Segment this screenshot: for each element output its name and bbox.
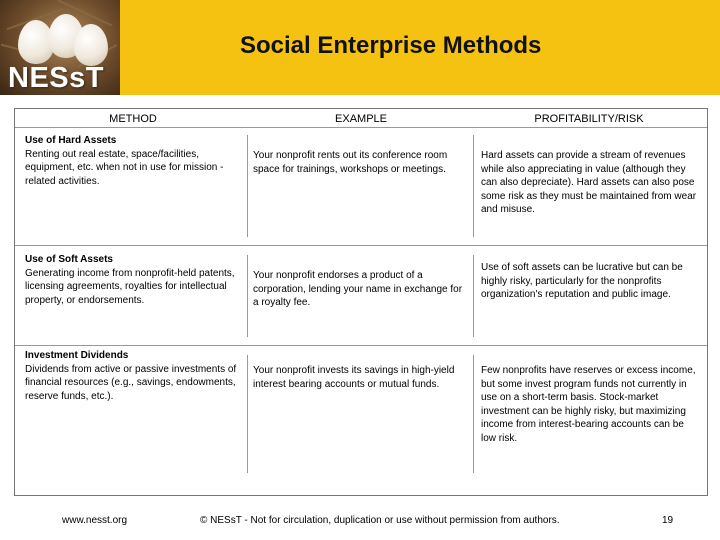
column-divider xyxy=(473,355,474,473)
example-cell: Your nonprofit endorses a product of a corporation, lending your name in exchange for a royalty fee. xyxy=(253,270,463,308)
method-title: Use of Hard Assets xyxy=(25,135,117,146)
method-description: Dividends from active or passive investments of financial resources (e.g., savings, endowments, reserve funds, etc.). xyxy=(25,363,237,402)
row-divider xyxy=(15,127,707,128)
column-divider xyxy=(473,255,474,337)
risk-cell: Use of soft assets can be lucrative but can be highly risky, particularly for the nonprofits organization's reputation and public image. xyxy=(481,262,683,300)
page-number: 19 xyxy=(662,515,674,526)
column-header-profitability-risk: PROFITABILITY/RISK xyxy=(534,113,644,125)
method-title: Investment Dividends xyxy=(25,350,129,361)
method-title: Use of Soft Assets xyxy=(25,254,113,265)
column-header-example: EXAMPLE xyxy=(335,113,387,125)
method-description: Generating income from nonprofit-held patents, licensing agreements, royalties for intellectual property, or endorsements. xyxy=(25,267,235,306)
risk-cell: Hard assets can provide a stream of revenues while also appreciating in value (although they can also depreciate). Hard assets can also pose some risk as they must be maintained from wear and misuse. xyxy=(481,150,697,215)
logo-text: NESsT xyxy=(8,62,104,94)
method-description: Renting out real estate, space/facilities, equipment, etc. when not in use for mission -related activities. xyxy=(25,148,224,187)
method-cell xyxy=(25,134,241,188)
risk-cell: Few nonprofits have reserves or excess income, but some invest program funds not currently in use on a short-term basis. Stock-market investment can be highly risky, but maximizing income from interest-bearing accounts can be low risk. xyxy=(481,365,696,444)
row-divider xyxy=(15,345,707,346)
footer-website[interactable]: www.nesst.org xyxy=(62,515,128,526)
row-divider xyxy=(15,245,707,246)
column-header-method: METHOD xyxy=(109,113,157,125)
column-divider xyxy=(473,135,474,237)
method-cell xyxy=(25,253,241,307)
footer-copyright: © NESsT - Not for circulation, duplication or use without permission from authors. xyxy=(200,515,560,526)
nest-eggs-logo xyxy=(0,0,120,95)
column-divider xyxy=(247,255,248,337)
example-cell: Your nonprofit rents out its conference room space for trainings, workshops or meetings. xyxy=(253,150,448,175)
example-cell: Your nonprofit invests its savings in high-yield interest bearing accounts or mutual funds. xyxy=(253,365,455,390)
column-divider xyxy=(247,135,248,237)
method-cell xyxy=(25,349,241,403)
methods-table xyxy=(14,108,708,496)
page-title: Social Enterprise Methods xyxy=(240,32,542,59)
column-divider xyxy=(247,355,248,473)
egg-icon xyxy=(74,24,108,66)
